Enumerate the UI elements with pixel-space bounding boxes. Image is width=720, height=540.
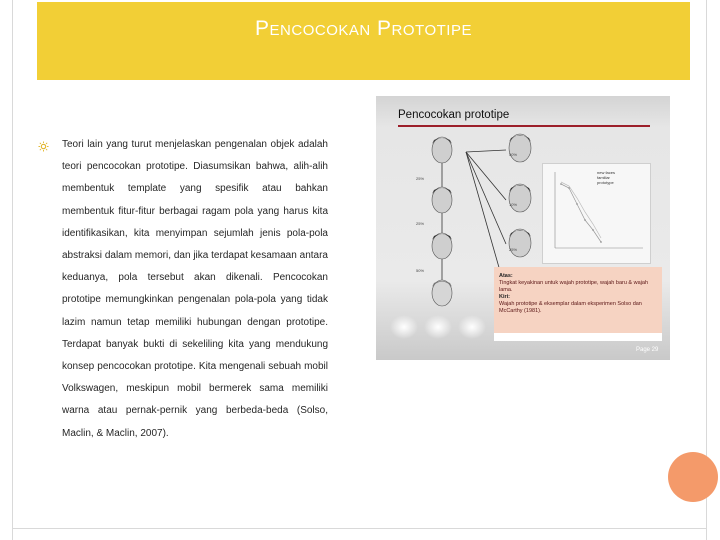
- caption-body-bottom: Wajah prototipe & eksemplar dalam eksperimen Solso dan McCarthy (1981).: [499, 301, 642, 314]
- caption-heading-bottom: Kiri:: [499, 294, 510, 300]
- face-label: 25%: [509, 247, 518, 252]
- confidence-graph: [542, 163, 651, 264]
- face-label: 50%: [416, 268, 425, 273]
- legend-item: new faces: [597, 170, 616, 175]
- prototype-figure: [376, 96, 670, 360]
- figure-caption-box: [494, 267, 662, 341]
- frame-left-line: [12, 0, 13, 540]
- body-paragraph: Teori lain yang turut menjelaskan pengenalan objek adalah teori pencocokan prototipe. Diasumsikan bahwa, alih-alih membentuk template yang spesifik atau bahkan membentuk fitur-fitur berbagai ragam pola yang harus kita identifikasikan, kita menyimpan sejumlah jenis pola-pola abstraksi dalam memori, dan jika terdapat kesamaan antara keduanya, pola tersebut akan dikenali. Pencocokan prototipe memungkinkan pengenalan pola-pola yang tidak lazim namun tetap memiliki hubungan dengan prototipe. Terdapat banyak bukti di sekeliling kita yang mendukung konsep pencocokan prototipe. Kita mengenali sebuah mobil Volkswagen, meskipun mobil bermerek sama memiliki warna atau pernak-pernik yang berbeda-beda (Solso, Maclin, & Maclin, 2007).: [62, 139, 328, 439]
- face-label: 25%: [416, 176, 425, 181]
- graph-legend: [597, 170, 615, 185]
- figure-title: Pencocokan prototipe: [398, 109, 510, 121]
- caption-text: [499, 273, 659, 315]
- decorative-circle: [668, 452, 718, 502]
- title-bar: [37, 2, 690, 80]
- legend-item: familiar: [597, 175, 610, 180]
- sun-bullet-icon: [38, 141, 49, 152]
- caption-heading-top: Atas:: [499, 273, 513, 279]
- frame-bottom-line: [12, 528, 707, 529]
- legend-item: prototype: [597, 180, 614, 185]
- face-label: 10%: [509, 202, 518, 207]
- caption-body-top: Tingkat keyakinan untuk wajah prototipe, wajah baru & wajah lama.: [499, 280, 648, 293]
- face-label: 50%: [509, 152, 518, 157]
- face-label: 25%: [416, 221, 425, 226]
- page-title: Pencocokan Prototipe: [255, 17, 472, 40]
- figure-page-label: Page 29: [636, 347, 659, 353]
